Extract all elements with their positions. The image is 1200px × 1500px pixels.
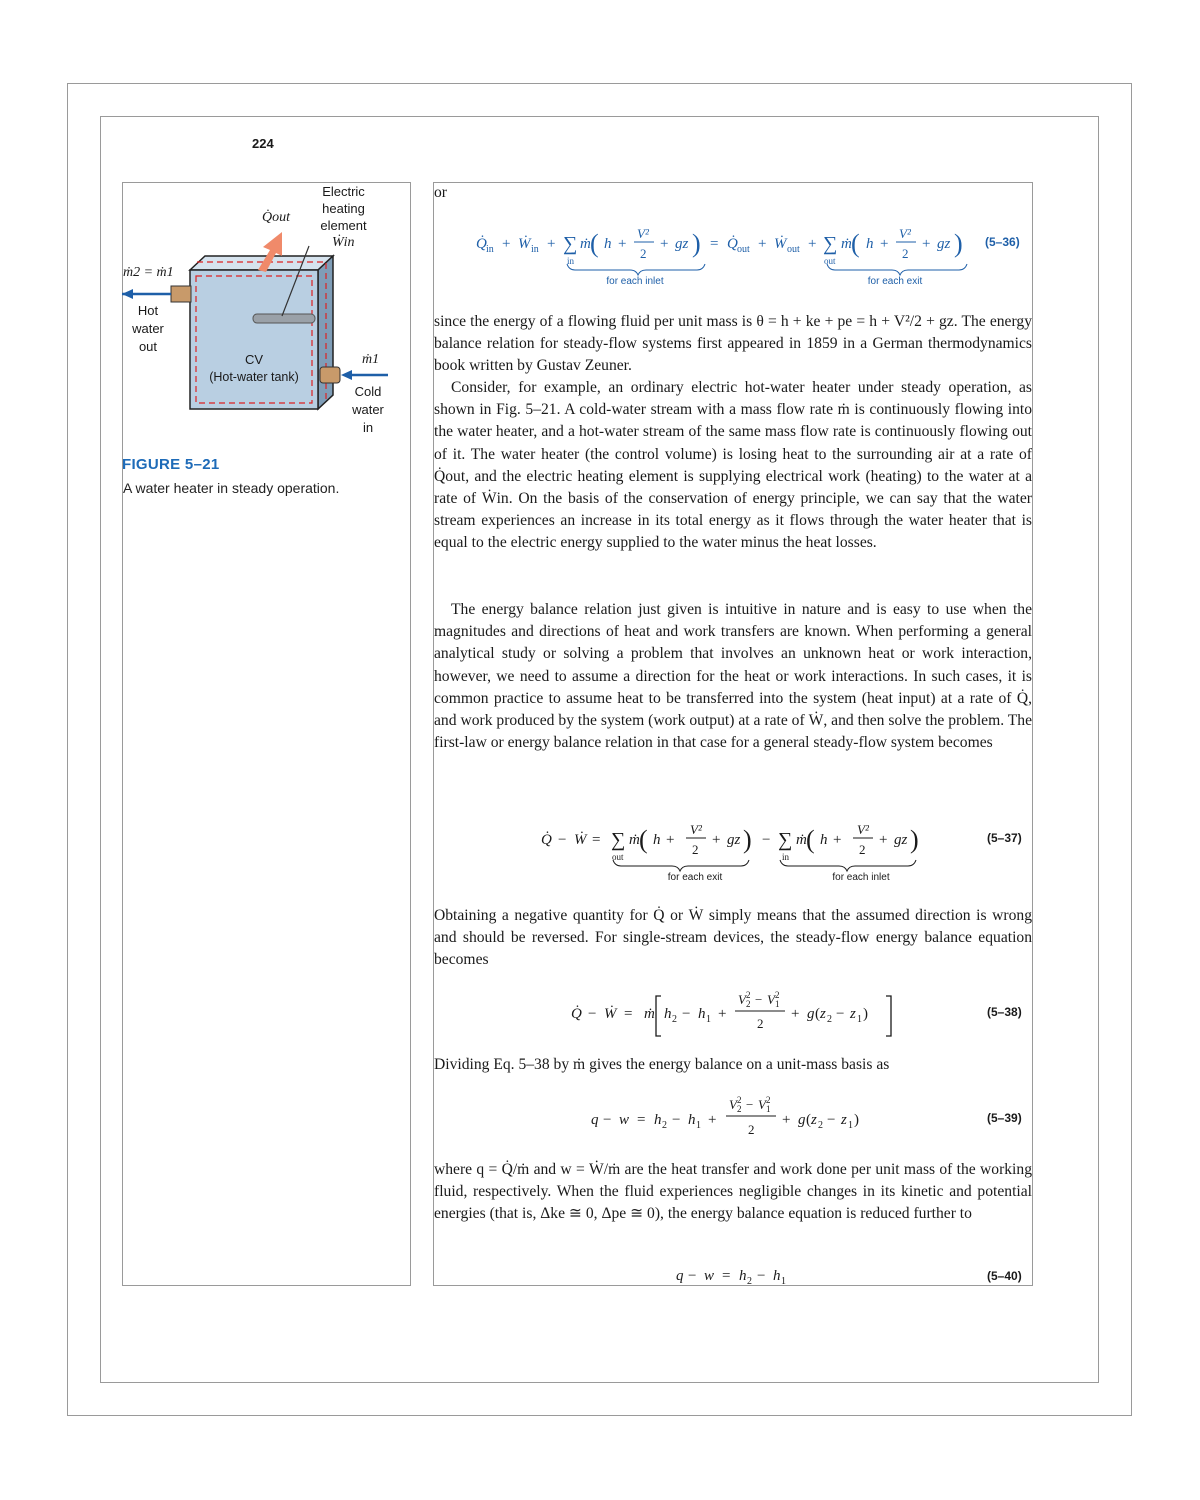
svg-text:=: =: [592, 832, 601, 848]
eq36-number: (5–36): [985, 235, 1020, 249]
svg-text:Ẇ: Ẇ: [518, 236, 531, 252]
svg-text:1: 1: [766, 1104, 771, 1114]
svg-text:2: 2: [746, 999, 751, 1009]
eq37-under-left: for each exit: [667, 872, 723, 883]
svg-text:∑: ∑: [823, 233, 838, 255]
eq36-under-left: for each inlet: [606, 276, 664, 287]
svg-text:z: z: [850, 1006, 856, 1022]
svg-text:+: +: [833, 832, 842, 848]
svg-text:1: 1: [696, 1120, 701, 1131]
svg-text:2: 2: [746, 990, 751, 1000]
eq37-under-right: for each inlet: [832, 872, 890, 883]
svg-text:(: (: [806, 825, 815, 854]
svg-text:z: z: [841, 1112, 847, 1128]
svg-text:2: 2: [747, 1276, 752, 1287]
paragraph-2: Consider, for example, an ordinary electric hot-water heater under steady operation, as shown in Fig. 5–21. A cold-water stream with a mass flow rate ṁ is continuously flowing into the water heater, and a hot-water stream of the same mass flow rate is continuously flowing out of it. The water heater (the control volume) is losing heat to the surrounding air at a rate of Q̇out, and the electric heating element is supplying electrical work (heating) to the water at a rate of Ẇin. On the basis of the conservation of energy principle, we can say that the water stream experiences an increase in its total energy as it flows through the water heater that is equal to the electric energy supplied to the water minus the heat losses.: [434, 379, 1032, 552]
svg-text:Ẇ: Ẇ: [604, 1006, 617, 1022]
svg-text:1: 1: [706, 1014, 711, 1025]
eq39-number: (5–39): [987, 1111, 1022, 1125]
tank-label: (Hot-water tank): [209, 370, 299, 384]
svg-text:V: V: [758, 1097, 766, 1112]
svg-text:out: out: [787, 244, 800, 255]
svg-text:Q̇: Q̇: [476, 236, 487, 252]
svg-text:ṁ: ṁ: [841, 236, 852, 252]
svg-text:−: −: [688, 1268, 697, 1284]
svg-text:gz: gz: [675, 236, 689, 252]
paragraph-4: Obtaining a negative quantity for Q̇ or Ẇ simply means that the assumed direction is wrong and should be reversed. For single-stream devices, the steady-flow energy balance equation becomes: [434, 907, 1032, 969]
svg-text:ṁ: ṁ: [644, 1006, 655, 1022]
svg-text:−: −: [682, 1006, 691, 1022]
svg-text:+: +: [712, 832, 721, 848]
svg-text:1: 1: [848, 1120, 853, 1131]
svg-text:∑: ∑: [563, 233, 578, 255]
svg-text:ṁ: ṁ: [796, 832, 807, 848]
svg-text:in: in: [531, 244, 539, 255]
svg-text:h: h: [604, 236, 612, 252]
svg-text:2: 2: [737, 1095, 742, 1105]
svg-text:+: +: [708, 1112, 717, 1128]
svg-text:(: (: [806, 1112, 811, 1128]
svg-text:in: in: [782, 852, 790, 862]
svg-text:−: −: [762, 832, 771, 848]
svg-text:h: h: [688, 1112, 696, 1128]
svg-text:h: h: [820, 832, 828, 848]
svg-text:h: h: [654, 1112, 662, 1128]
svg-text:+: +: [660, 236, 669, 252]
page-number: 224: [252, 136, 274, 151]
svg-text:1: 1: [775, 999, 780, 1009]
svg-text:Ẇ: Ẇ: [774, 236, 787, 252]
svg-text:ṁ: ṁ: [629, 832, 640, 848]
or-word: or: [434, 184, 447, 201]
svg-text:−: −: [746, 1097, 754, 1112]
svg-text:h: h: [698, 1006, 706, 1022]
hot-water-label: Hot water out: [132, 303, 164, 354]
m1-label: ṁ1: [362, 352, 380, 367]
svg-text:+: +: [922, 236, 931, 252]
svg-text:1: 1: [781, 1276, 786, 1287]
svg-text:h: h: [653, 832, 661, 848]
svg-text:gz: gz: [937, 236, 951, 252]
svg-text:+: +: [880, 236, 889, 252]
q-out-label: Q̇out: [262, 210, 290, 225]
svg-text:2: 2: [827, 1014, 832, 1025]
svg-text:2: 2: [859, 842, 866, 857]
svg-text:+: +: [782, 1112, 791, 1128]
svg-text:−: −: [757, 1268, 766, 1284]
svg-text:−: −: [672, 1112, 681, 1128]
svg-text:ṁ: ṁ: [580, 236, 591, 252]
svg-text:=: =: [624, 1006, 633, 1022]
svg-text:+: +: [808, 236, 817, 252]
svg-text:): ): [743, 825, 752, 854]
svg-text:−: −: [836, 1006, 845, 1022]
svg-text:V²: V²: [690, 822, 702, 837]
svg-text:=: =: [637, 1112, 646, 1128]
svg-text:(: (: [590, 229, 599, 258]
paragraph-5: Dividing Eq. 5–38 by ṁ gives the energy balance on a unit-mass basis as: [434, 1056, 890, 1073]
svg-text:w: w: [619, 1112, 630, 1128]
svg-text:Ẇ: Ẇ: [574, 832, 587, 848]
svg-text:2: 2: [748, 1122, 755, 1137]
svg-text:h: h: [773, 1268, 781, 1284]
svg-text:out: out: [612, 852, 624, 862]
svg-text:2: 2: [775, 990, 780, 1000]
svg-text:2: 2: [692, 842, 699, 857]
svg-text:+: +: [666, 832, 675, 848]
svg-text:w: w: [704, 1268, 715, 1284]
svg-text:V: V: [767, 992, 775, 1007]
svg-text:V: V: [738, 992, 746, 1007]
svg-text:2: 2: [662, 1120, 667, 1131]
svg-text:g: g: [798, 1112, 806, 1128]
eq37-number: (5–37): [987, 831, 1022, 845]
svg-text:): ): [954, 229, 963, 258]
svg-text:): ): [910, 825, 919, 854]
svg-text:2: 2: [737, 1104, 742, 1114]
svg-text:q: q: [676, 1268, 684, 1284]
svg-text:2: 2: [818, 1120, 823, 1131]
svg-text:2: 2: [757, 1016, 764, 1031]
element-label: Electric heating element: [320, 184, 367, 233]
svg-text:=: =: [710, 236, 719, 252]
svg-text:): ): [692, 229, 701, 258]
cold-water-label: Cold water in: [352, 384, 384, 435]
svg-text:=: =: [722, 1268, 731, 1284]
svg-text:V²: V²: [857, 822, 869, 837]
eq40-number: (5–40): [987, 1269, 1022, 1283]
svg-text:in: in: [486, 244, 494, 255]
svg-text:(: (: [851, 229, 860, 258]
svg-text:h: h: [664, 1006, 672, 1022]
svg-text:+: +: [879, 832, 888, 848]
svg-text:g: g: [807, 1006, 815, 1022]
cv-label: CV: [244, 352, 264, 367]
svg-text:V²: V²: [899, 226, 911, 241]
svg-text:+: +: [758, 236, 767, 252]
svg-text:out: out: [824, 256, 836, 266]
svg-text:∑: ∑: [611, 829, 626, 851]
svg-text:(: (: [815, 1006, 820, 1022]
w-in-label: Ẇin: [332, 235, 355, 250]
svg-text:z: z: [811, 1112, 817, 1128]
figure-caption: A water heater in steady operation.: [123, 480, 340, 496]
svg-text:2: 2: [902, 246, 909, 261]
svg-text:(: (: [639, 825, 648, 854]
svg-text:−: −: [603, 1112, 612, 1128]
figure-label: FIGURE 5–21: [122, 456, 220, 473]
paragraph-6: where q = Q̇/ṁ and w = Ẇ/ṁ are the heat transfer and work done per unit mass of the working fluid, respectively. When the fluid experiences negligible changes in its kinetic and potential energies (that is, Δke ≅ 0, Δpe ≅ 0), the energy balance equation is reduced further to: [434, 1161, 1032, 1223]
svg-text:z: z: [820, 1006, 826, 1022]
svg-text:V²: V²: [637, 226, 649, 241]
eq38-number: (5–38): [987, 1005, 1022, 1019]
paragraph-3: The energy balance relation just given is intuitive in nature and is easy to use when the magnitudes and directions of heat and work transfers are known. When performing a general analytical study or solving a problem that involves an unknown heat or work interaction, however, we need to assume a direction for the heat or work interactions. In such cases, it is common practice to assume heat to be transferred into the system (heat input) at a rate of Q̇, and work produced by the system (work output) at a rate of Ẇ, and then solve the problem. The first-law or energy balance relation in that case for a general steady-flow system becomes: [434, 601, 1032, 752]
svg-text:2: 2: [672, 1014, 677, 1025]
svg-text:out: out: [737, 244, 750, 255]
svg-text:Q̇: Q̇: [571, 1006, 582, 1022]
svg-text:+: +: [718, 1006, 727, 1022]
svg-text:+: +: [618, 236, 627, 252]
svg-text:1: 1: [857, 1014, 862, 1025]
svg-text:gz: gz: [894, 832, 908, 848]
svg-text:Q̇: Q̇: [541, 832, 552, 848]
svg-text:∑: ∑: [778, 829, 793, 851]
svg-text:): ): [854, 1112, 859, 1128]
svg-text:+: +: [791, 1006, 800, 1022]
svg-text:+: +: [547, 236, 556, 252]
svg-text:Q̇: Q̇: [727, 236, 738, 252]
m2-label: ṁ2 = ṁ1: [123, 265, 174, 280]
svg-text:+: +: [502, 236, 511, 252]
svg-text:2: 2: [766, 1095, 771, 1105]
svg-text:in: in: [567, 256, 575, 266]
svg-text:): ): [863, 1006, 868, 1022]
paragraph-1: since the energy of a flowing fluid per unit mass is θ = h + ke + pe = h + V²/2 + gz. The energy balance relation for steady-flow systems first appeared in 1859 in a German thermodynamics book written by Gustav Zeuner.: [434, 313, 1032, 375]
svg-text:−: −: [588, 1006, 597, 1022]
svg-text:q: q: [591, 1112, 599, 1128]
svg-text:h: h: [866, 236, 874, 252]
svg-text:gz: gz: [727, 832, 741, 848]
svg-text:2: 2: [640, 246, 647, 261]
svg-text:−: −: [827, 1112, 836, 1128]
svg-text:V: V: [729, 1097, 737, 1112]
svg-text:−: −: [755, 992, 763, 1007]
svg-text:−: −: [558, 832, 567, 848]
eq36-under-right: for each exit: [867, 276, 923, 287]
svg-text:h: h: [739, 1268, 747, 1284]
